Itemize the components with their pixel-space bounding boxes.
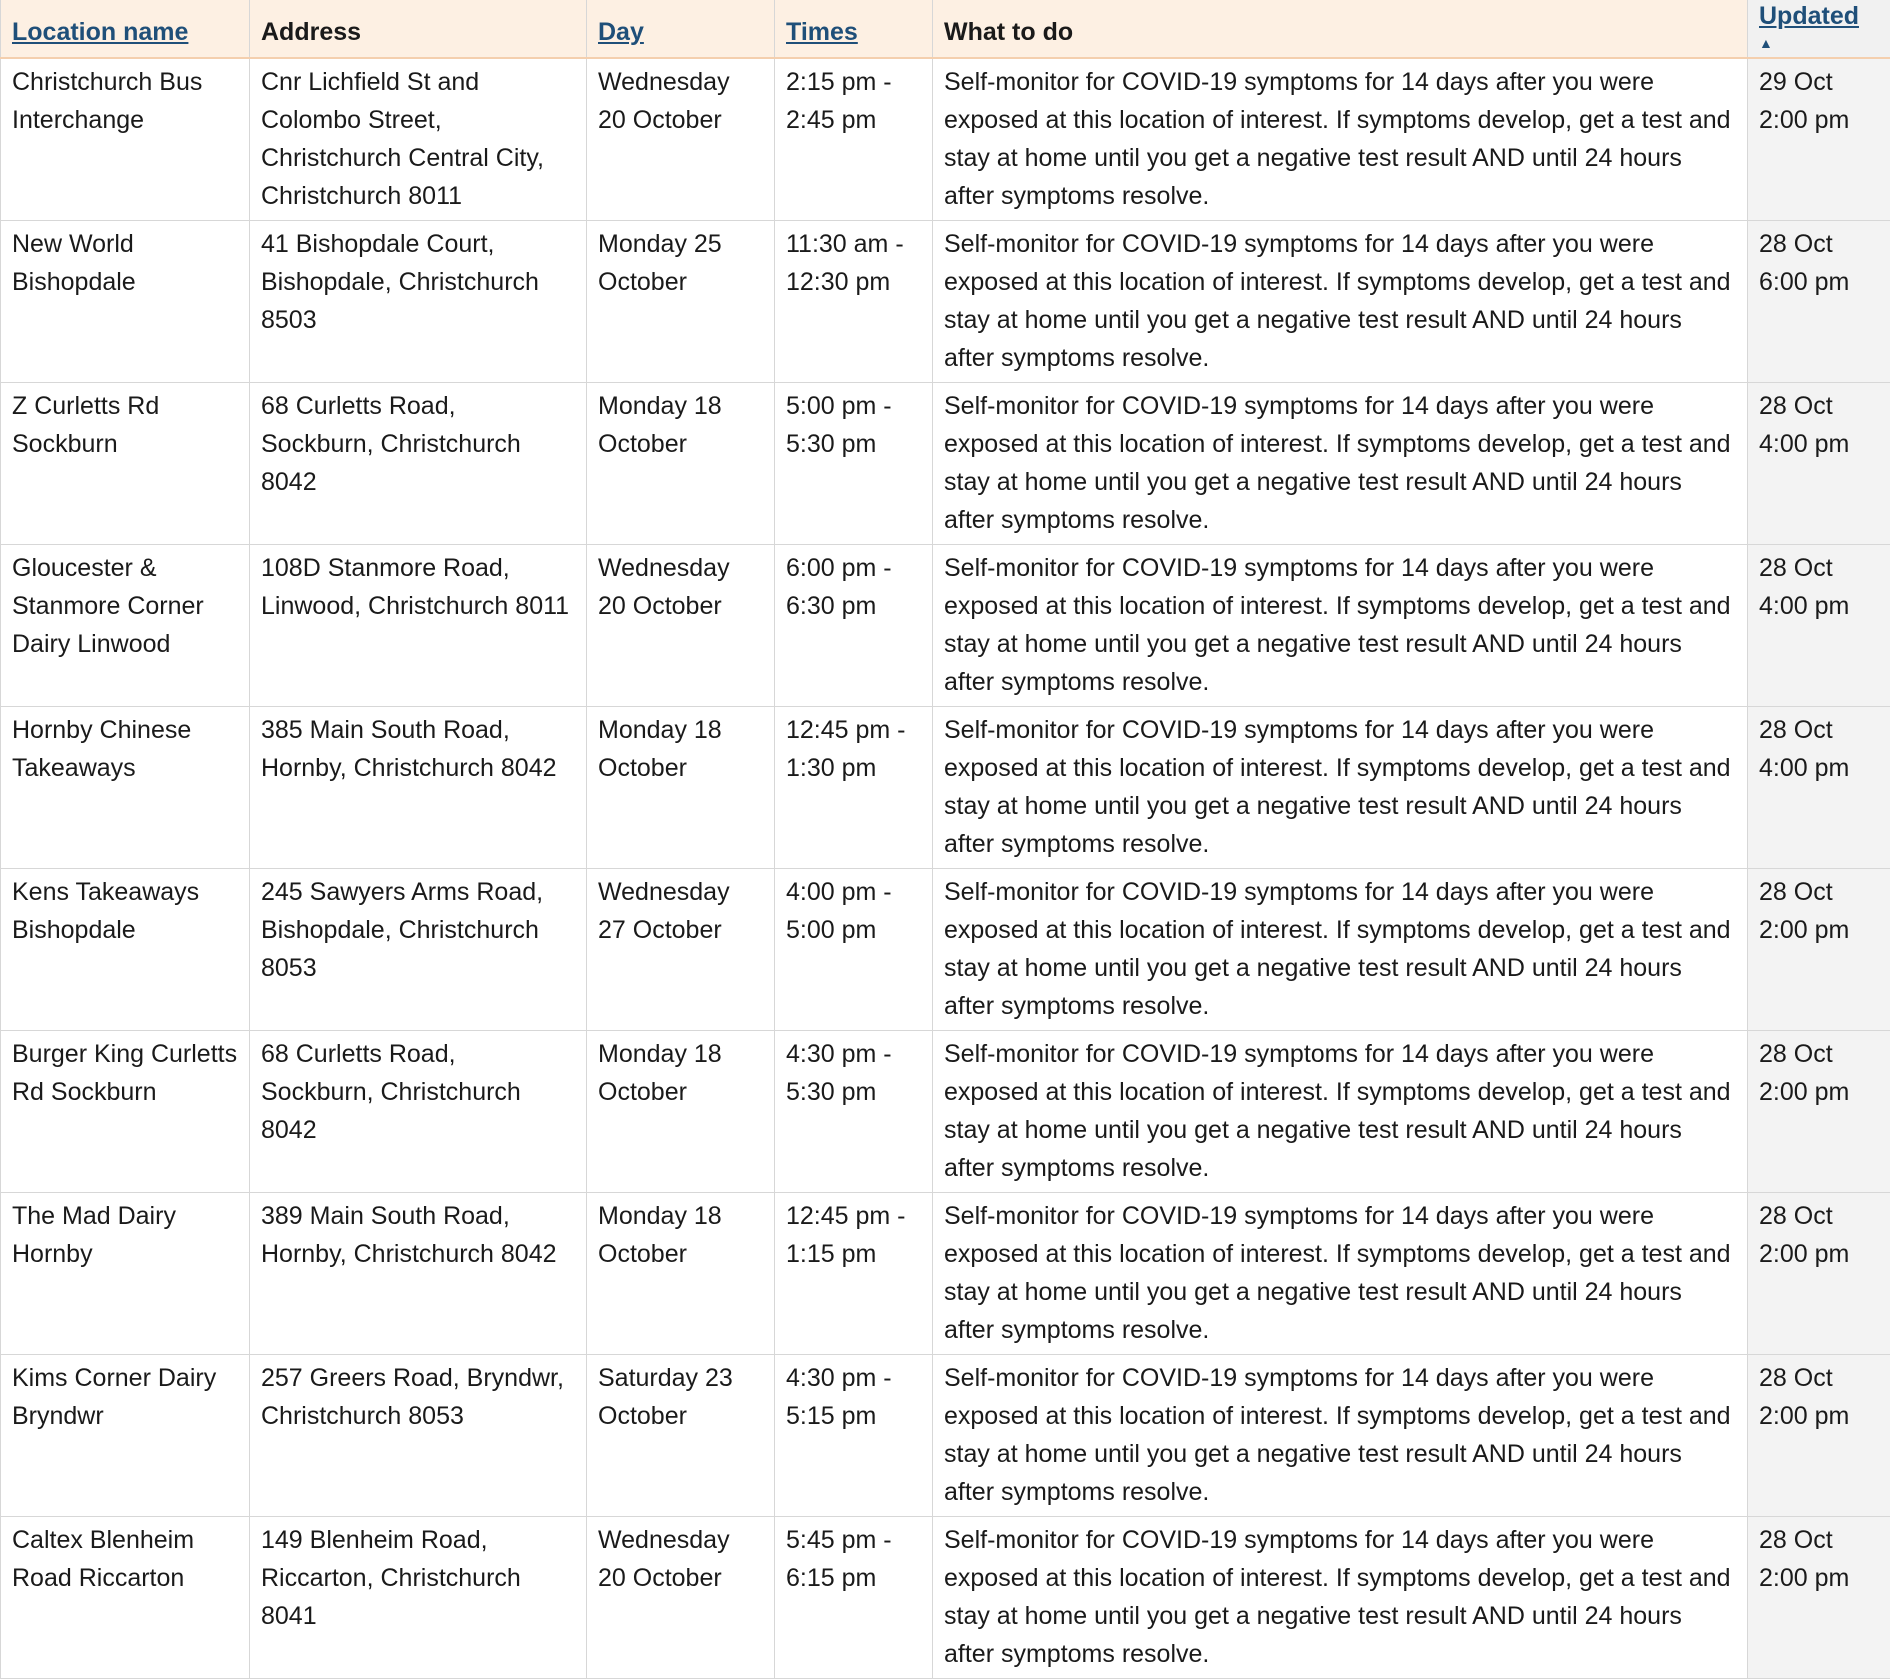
table-row	[1, 706, 1890, 868]
cell-address: Cnr Lichfield St and Colombo Street, Christchurch Central City, Christchurch 8011	[250, 58, 587, 220]
cell-what-to-do: Self-monitor for COVID-19 symptoms for 14 days after you were exposed at this location of interest. If symptoms develop, get a test and stay at home until you get a negative test result AND until 24 hours after symptoms resolve.	[933, 1192, 1748, 1354]
table-row	[1, 58, 1890, 220]
table-row	[1, 1030, 1890, 1192]
cell-location-name: Hornby Chinese Takeaways	[1, 706, 250, 868]
cell-location-name: Christchurch Bus Interchange	[1, 58, 250, 220]
cell-address: 257 Greers Road, Bryndwr, Christchurch 8053	[250, 1354, 587, 1516]
cell-day: Monday 18 October	[587, 382, 775, 544]
cell-what-to-do: Self-monitor for COVID-19 symptoms for 14 days after you were exposed at this location of interest. If symptoms develop, get a test and stay at home until you get a negative test result AND until 24 hours after symptoms resolve.	[933, 544, 1748, 706]
header-times[interactable]	[775, 0, 933, 58]
cell-location-name: Gloucester & Stanmore Corner Dairy Linwood	[1, 544, 250, 706]
table-row	[1, 1192, 1890, 1354]
cell-updated: 28 Oct 4:00 pm	[1748, 706, 1890, 868]
cell-address: 385 Main South Road, Hornby, Christchurch 8042	[250, 706, 587, 868]
cell-what-to-do: Self-monitor for COVID-19 symptoms for 14 days after you were exposed at this location of interest. If symptoms develop, get a test and stay at home until you get a negative test result AND until 24 hours after symptoms resolve.	[933, 382, 1748, 544]
cell-address: 149 Blenheim Road, Riccarton, Christchurch 8041	[250, 1516, 587, 1678]
table-header	[1, 0, 1890, 58]
cell-times: 6:00 pm - 6:30 pm	[775, 544, 933, 706]
table-row	[1, 382, 1890, 544]
cell-updated: 28 Oct 2:00 pm	[1748, 1030, 1890, 1192]
cell-times: 2:15 pm - 2:45 pm	[775, 58, 933, 220]
cell-updated: 29 Oct 2:00 pm	[1748, 58, 1890, 220]
cell-day: Monday 25 October	[587, 220, 775, 382]
table-row	[1, 544, 1890, 706]
cell-day: Wednesday 20 October	[587, 1516, 775, 1678]
cell-what-to-do: Self-monitor for COVID-19 symptoms for 14 days after you were exposed at this location of interest. If symptoms develop, get a test and stay at home until you get a negative test result AND until 24 hours after symptoms resolve.	[933, 868, 1748, 1030]
sort-updated-link[interactable]: Updated	[1759, 2, 1859, 30]
table-row	[1, 220, 1890, 382]
cell-address: 41 Bishopdale Court, Bishopdale, Christchurch 8503	[250, 220, 587, 382]
cell-updated: 28 Oct 2:00 pm	[1748, 1354, 1890, 1516]
header-row	[1, 0, 1890, 58]
cell-times: 12:45 pm - 1:15 pm	[775, 1192, 933, 1354]
cell-location-name: Burger King Curletts Rd Sockburn	[1, 1030, 250, 1192]
cell-day: Monday 18 October	[587, 1030, 775, 1192]
cell-updated: 28 Oct 2:00 pm	[1748, 1516, 1890, 1678]
cell-times: 11:30 am - 12:30 pm	[775, 220, 933, 382]
cell-day: Saturday 23 October	[587, 1354, 775, 1516]
header-updated[interactable]	[1748, 0, 1890, 58]
cell-day: Monday 18 October	[587, 706, 775, 868]
header-location-name[interactable]	[1, 0, 250, 58]
table-row	[1, 1516, 1890, 1678]
cell-location-name: Kens Takeaways Bishopdale	[1, 868, 250, 1030]
cell-day: Wednesday 27 October	[587, 868, 775, 1030]
table-body	[1, 58, 1890, 1678]
cell-location-name: Kims Corner Dairy Bryndwr	[1, 1354, 250, 1516]
cell-what-to-do: Self-monitor for COVID-19 symptoms for 14 days after you were exposed at this location of interest. If symptoms develop, get a test and stay at home until you get a negative test result AND until 24 hours after symptoms resolve.	[933, 1516, 1748, 1678]
cell-times: 4:30 pm - 5:15 pm	[775, 1354, 933, 1516]
cell-location-name: New World Bishopdale	[1, 220, 250, 382]
cell-what-to-do: Self-monitor for COVID-19 symptoms for 14 days after you were exposed at this location of interest. If symptoms develop, get a test and stay at home until you get a negative test result AND until 24 hours after symptoms resolve.	[933, 706, 1748, 868]
sort-day-link[interactable]: Day	[598, 18, 644, 46]
cell-updated: 28 Oct 2:00 pm	[1748, 1192, 1890, 1354]
cell-what-to-do: Self-monitor for COVID-19 symptoms for 14 days after you were exposed at this location of interest. If symptoms develop, get a test and stay at home until you get a negative test result AND until 24 hours after symptoms resolve.	[933, 58, 1748, 220]
cell-address: 68 Curletts Road, Sockburn, Christchurch 8042	[250, 1030, 587, 1192]
header-what-to-do: What to do	[933, 0, 1748, 58]
cell-location-name: The Mad Dairy Hornby	[1, 1192, 250, 1354]
cell-location-name: Z Curletts Rd Sockburn	[1, 382, 250, 544]
cell-day: Monday 18 October	[587, 1192, 775, 1354]
cell-address: 68 Curletts Road, Sockburn, Christchurch 8042	[250, 382, 587, 544]
cell-day: Wednesday 20 October	[587, 544, 775, 706]
cell-updated: 28 Oct 4:00 pm	[1748, 382, 1890, 544]
cell-what-to-do: Self-monitor for COVID-19 symptoms for 14 days after you were exposed at this location of interest. If symptoms develop, get a test and stay at home until you get a negative test result AND until 24 hours after symptoms resolve.	[933, 220, 1748, 382]
cell-times: 4:00 pm - 5:00 pm	[775, 868, 933, 1030]
cell-address: 389 Main South Road, Hornby, Christchurch 8042	[250, 1192, 587, 1354]
cell-what-to-do: Self-monitor for COVID-19 symptoms for 14 days after you were exposed at this location of interest. If symptoms develop, get a test and stay at home until you get a negative test result AND until 24 hours after symptoms resolve.	[933, 1354, 1748, 1516]
cell-times: 5:45 pm - 6:15 pm	[775, 1516, 933, 1678]
cell-updated: 28 Oct 4:00 pm	[1748, 544, 1890, 706]
sort-ascending-icon: ▲	[1759, 35, 1879, 51]
cell-times: 12:45 pm - 1:30 pm	[775, 706, 933, 868]
header-day[interactable]	[587, 0, 775, 58]
cell-times: 5:00 pm - 5:30 pm	[775, 382, 933, 544]
table-row	[1, 868, 1890, 1030]
table-row	[1, 1354, 1890, 1516]
header-address: Address	[250, 0, 587, 58]
cell-address: 245 Sawyers Arms Road, Bishopdale, Christchurch 8053	[250, 868, 587, 1030]
cell-location-name: Caltex Blenheim Road Riccarton	[1, 1516, 250, 1678]
cell-address: 108D Stanmore Road, Linwood, Christchurch 8011	[250, 544, 587, 706]
cell-what-to-do: Self-monitor for COVID-19 symptoms for 14 days after you were exposed at this location of interest. If symptoms develop, get a test and stay at home until you get a negative test result AND until 24 hours after symptoms resolve.	[933, 1030, 1748, 1192]
cell-updated: 28 Oct 2:00 pm	[1748, 868, 1890, 1030]
cell-times: 4:30 pm - 5:30 pm	[775, 1030, 933, 1192]
cell-day: Wednesday 20 October	[587, 58, 775, 220]
cell-updated: 28 Oct 6:00 pm	[1748, 220, 1890, 382]
sort-location-name-link[interactable]: Location name	[12, 18, 188, 46]
sort-times-link[interactable]: Times	[786, 18, 858, 46]
